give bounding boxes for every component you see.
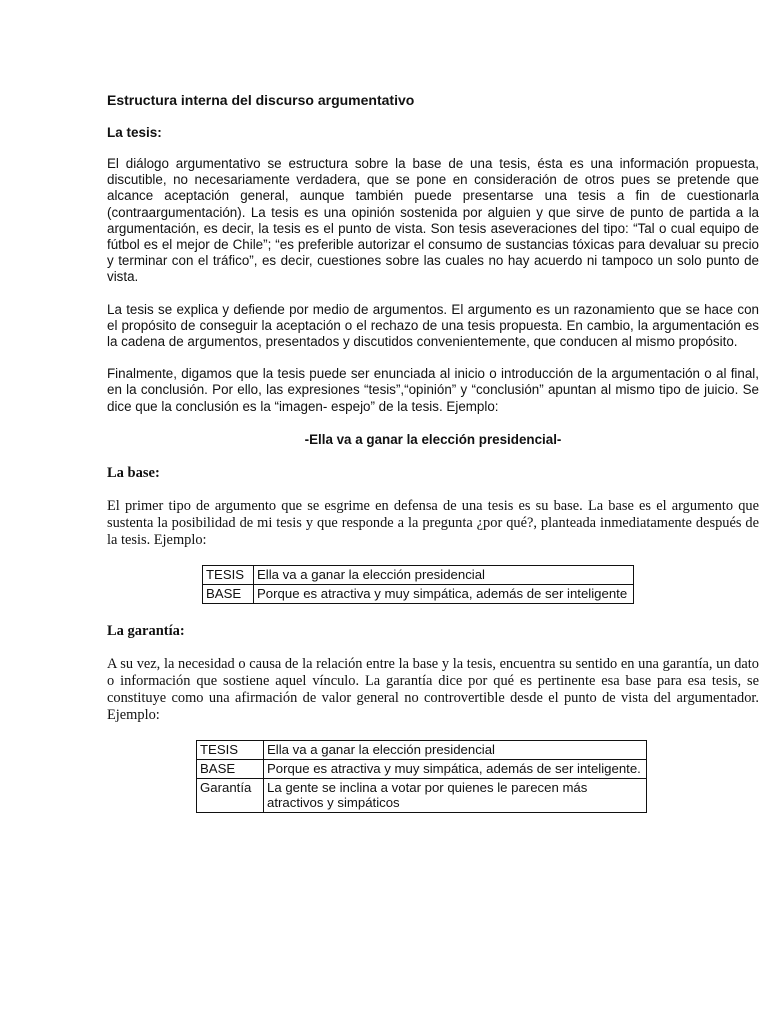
section-heading-tesis: La tesis: (107, 125, 162, 140)
section-heading-base: La base: (107, 464, 160, 481)
table-cell-key: TESIS (203, 566, 254, 585)
table-cell-value: La gente se inclina a votar por quienes le parecen más atractivos y simpáticos (264, 778, 647, 812)
document-page (107, 92, 759, 813)
example-claim: -Ella va a ganar la elección presidencial- (304, 431, 562, 447)
section-heading-garantia: La garantía: (107, 622, 185, 639)
table-row (203, 566, 634, 585)
paragraph-garantia: A su vez, la necesidad o causa de la relación entre la base y la tesis, encuentra su sentido en una garantía, un dato o información que sostiene aquel vínculo. La garantía dice por qué es pertinente esa base para esa tesis, se constituye como una afirmación de valor general no controvertible desde el punto de vista del argumentador. Ejemplo: (107, 655, 759, 724)
table-cell-value: Ella va a ganar la elección presidencial (264, 741, 647, 760)
table-cell-key: BASE (203, 585, 254, 604)
table-row (197, 778, 647, 812)
table-cell-value: Ella va a ganar la elección presidencial (254, 566, 634, 585)
table-cell-value: Porque es atractiva y muy simpática, además de ser inteligente. (264, 760, 647, 779)
table-cell-value: Porque es atractiva y muy simpática, además de ser inteligente (254, 585, 634, 604)
example-table-base (202, 565, 634, 603)
document-title: Estructura interna del discurso argumentativo (107, 92, 415, 108)
table-cell-key: BASE (197, 760, 264, 779)
table-cell-key: TESIS (197, 741, 264, 760)
table-cell-key: Garantía (197, 778, 264, 812)
paragraph-tesis-definition: El diálogo argumentativo se estructura sobre la base de una tesis, ésta es una información propuesta, discutible, no necesariamente verdadera, que se pone en consideración de otros pues se pretende que alcance aceptación general, aunque también puede presentarse una tesis a fin de cuestionarla (contraargumentación). La tesis es una opinión sostenida por alguien y que sirve de punto de partida a la argumentación, es decir, la tesis es el punto de vista. Son tesis aseveraciones del tipo: “Tal o cual equipo de fútbol es el mejor de Chile”; “es preferible autorizar el consumo de sustancias tóxicas para devaluar su precio y terminar con el tráfico”, es decir, cuestiones sobre las cuales no hay acuerdo ni tampoco un solo punto de vista. (107, 156, 759, 285)
table-row (203, 585, 634, 604)
paragraph-base: El primer tipo de argumento que se esgrime en defensa de una tesis es su base. La base es el argumento que sustenta la posibilidad de mi tesis y que responde a la pregunta ¿por qué?, planteada inmediatamente después de la tesis. Ejemplo: (107, 497, 759, 549)
example-table-garantia (196, 740, 647, 812)
table-row (197, 760, 647, 779)
paragraph-conclusion: Finalmente, digamos que la tesis puede ser enunciada al inicio o introducción de la argumentación o al final, en la conclusión. Por ello, las expresiones “tesis”,“opinión” y “conclusión” apuntan al mismo tipo de juicio. Se dice que la conclusión es la “imagen- espejo” de la tesis. Ejemplo: (107, 366, 759, 414)
paragraph-argumentos: La tesis se explica y defiende por medio de argumentos. El argumento es un razonamiento que se hace con el propósito de conseguir la aceptación o el rechazo de una tesis propuesta. En cambio, la argumentación es la cadena de argumentos, presentados y discutidos convenientemente, que conducen al mismo propósito. (107, 301, 759, 350)
table-row (197, 741, 647, 760)
